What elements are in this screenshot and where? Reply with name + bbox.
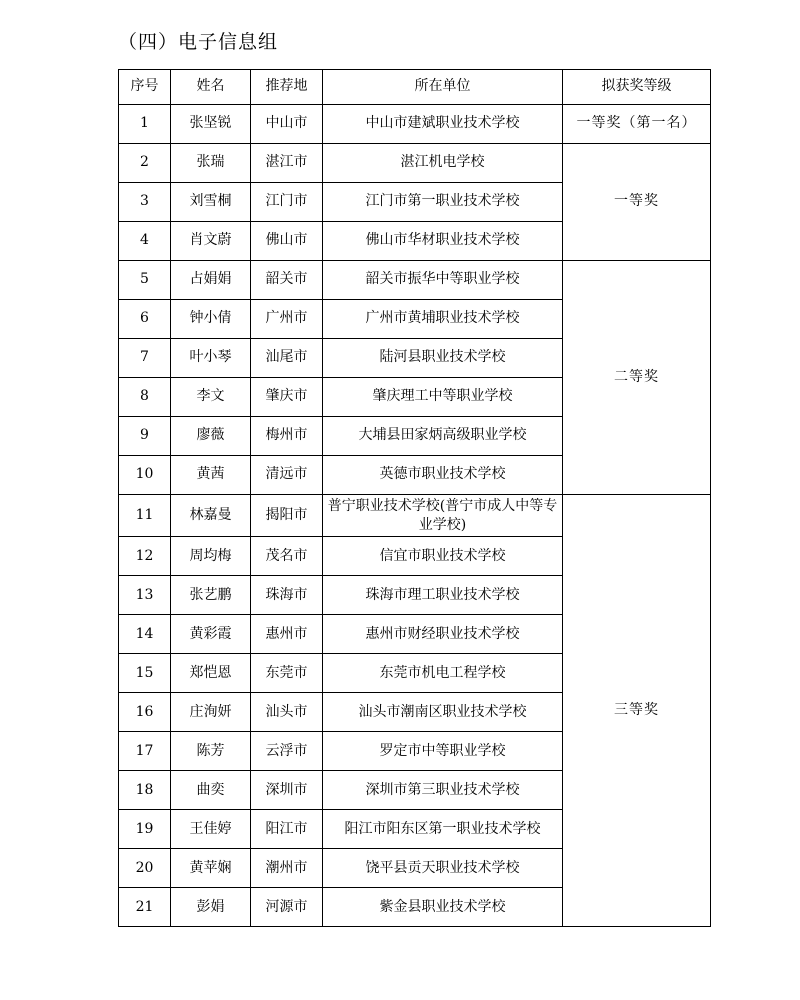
cell-name: 黄苹娴 [171,849,251,888]
cell-no: 17 [119,732,171,771]
cell-name: 李文 [171,377,251,416]
header-cell-city: 推荐地 [251,69,323,104]
cell-name: 钟小倩 [171,299,251,338]
table-header [119,69,711,104]
table-body [119,104,711,927]
cell-no: 5 [119,260,171,299]
cell-city: 揭阳市 [251,494,323,537]
cell-unit: 东莞市机电工程学校 [323,654,563,693]
cell-unit: 韶关市振华中等职业学校 [323,260,563,299]
cell-city: 佛山市 [251,221,323,260]
cell-no: 2 [119,143,171,182]
cell-name: 庄洵妍 [171,693,251,732]
cell-level: 三等奖 [563,494,711,927]
cell-no: 14 [119,615,171,654]
cell-no: 1 [119,104,171,143]
cell-level: 一等奖 [563,143,711,260]
cell-no: 9 [119,416,171,455]
cell-no: 13 [119,576,171,615]
cell-no: 4 [119,221,171,260]
cell-no: 20 [119,849,171,888]
cell-no: 3 [119,182,171,221]
table-row [119,143,711,182]
cell-unit: 紫金县职业技术学校 [323,888,563,927]
cell-city: 深圳市 [251,771,323,810]
cell-name: 陈芳 [171,732,251,771]
cell-city: 茂名市 [251,537,323,576]
cell-city: 湛江市 [251,143,323,182]
cell-city: 梅州市 [251,416,323,455]
table-header-row [119,69,711,104]
cell-name: 占娟娟 [171,260,251,299]
cell-name: 肖文蔚 [171,221,251,260]
cell-level: 二等奖 [563,260,711,494]
cell-city: 河源市 [251,888,323,927]
cell-city: 江门市 [251,182,323,221]
cell-city: 惠州市 [251,615,323,654]
cell-no: 12 [119,537,171,576]
cell-unit: 中山市建斌职业技术学校 [323,104,563,143]
header-cell-level: 拟获奖等级 [563,69,711,104]
cell-name: 黄彩霞 [171,615,251,654]
cell-no: 19 [119,810,171,849]
cell-no: 21 [119,888,171,927]
cell-unit: 珠海市理工职业技术学校 [323,576,563,615]
cell-no: 11 [119,494,171,537]
cell-city: 潮州市 [251,849,323,888]
cell-unit: 阳江市阳东区第一职业技术学校 [323,810,563,849]
cell-unit: 肇庆理工中等职业学校 [323,377,563,416]
cell-name: 周均梅 [171,537,251,576]
cell-name: 廖薇 [171,416,251,455]
cell-unit: 英德市职业技术学校 [323,455,563,494]
table-row [119,494,711,537]
cell-city: 韶关市 [251,260,323,299]
cell-no: 16 [119,693,171,732]
cell-name: 叶小琴 [171,338,251,377]
cell-unit: 罗定市中等职业学校 [323,732,563,771]
cell-city: 阳江市 [251,810,323,849]
cell-no: 7 [119,338,171,377]
table-row [119,260,711,299]
cell-unit: 惠州市财经职业技术学校 [323,615,563,654]
cell-city: 汕头市 [251,693,323,732]
cell-city: 中山市 [251,104,323,143]
cell-name: 彭娟 [171,888,251,927]
header-cell-unit: 所在单位 [323,69,563,104]
cell-city: 清远市 [251,455,323,494]
cell-unit: 广州市黄埔职业技术学校 [323,299,563,338]
page-title: （四）电子信息组 [118,31,279,53]
table-row [119,104,711,143]
cell-unit: 陆河县职业技术学校 [323,338,563,377]
cell-name: 张瑞 [171,143,251,182]
cell-city: 东莞市 [251,654,323,693]
cell-city: 汕尾市 [251,338,323,377]
cell-name: 张坚锐 [171,104,251,143]
cell-name: 张艺鹏 [171,576,251,615]
cell-no: 6 [119,299,171,338]
cell-city: 肇庆市 [251,377,323,416]
cell-no: 18 [119,771,171,810]
cell-name: 刘雪桐 [171,182,251,221]
cell-unit: 饶平县贡天职业技术学校 [323,849,563,888]
cell-city: 广州市 [251,299,323,338]
cell-unit: 深圳市第三职业技术学校 [323,771,563,810]
header-cell-no: 序号 [119,69,171,104]
award-list-table [118,69,711,928]
cell-name: 曲奕 [171,771,251,810]
cell-unit: 佛山市华材职业技术学校 [323,221,563,260]
cell-name: 王佳婷 [171,810,251,849]
cell-unit: 汕头市潮南区职业技术学校 [323,693,563,732]
cell-unit: 信宜市职业技术学校 [323,537,563,576]
header-cell-name: 姓名 [171,69,251,104]
cell-unit: 江门市第一职业技术学校 [323,182,563,221]
cell-no: 10 [119,455,171,494]
cell-unit: 大埔县田家炳高级职业学校 [323,416,563,455]
cell-name: 黄茜 [171,455,251,494]
cell-city: 珠海市 [251,576,323,615]
cell-no: 15 [119,654,171,693]
cell-no: 8 [119,377,171,416]
cell-name: 郑恺恩 [171,654,251,693]
cell-level: 一等奖（第一名） [563,104,711,143]
cell-name: 林嘉曼 [171,494,251,537]
cell-unit: 普宁职业技术学校(普宁市成人中等专业学校) [323,494,563,537]
cell-unit: 湛江机电学校 [323,143,563,182]
cell-city: 云浮市 [251,732,323,771]
